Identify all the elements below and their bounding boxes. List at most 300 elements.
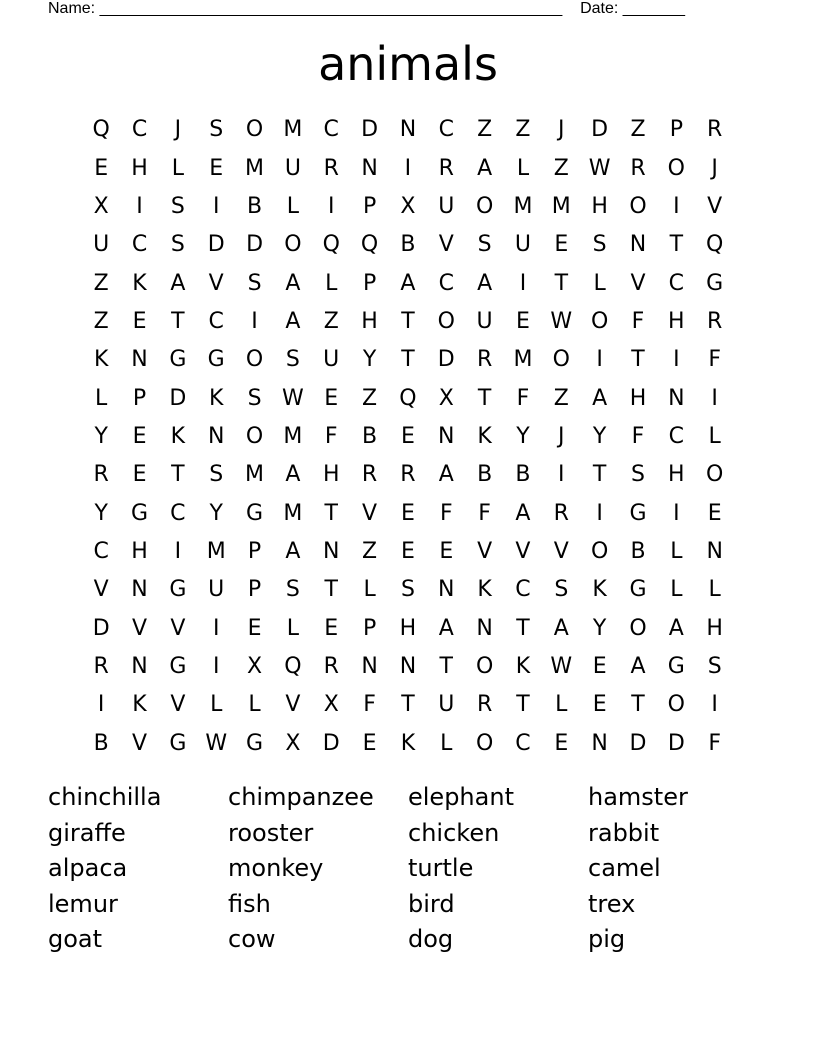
grid-letter[interactable]: D [169,385,187,411]
grid-letter[interactable]: F [708,730,721,756]
date-field[interactable]: Date: _______ [580,0,686,17]
grid-letter[interactable]: E [94,155,109,181]
grid-letter[interactable]: S [592,232,607,258]
grid-letter[interactable]: Q [399,385,417,411]
grid-letter[interactable]: C [131,232,148,258]
grid-letter[interactable]: X [323,692,339,718]
grid-letter[interactable]: C [170,500,186,526]
grid-letter[interactable]: V [208,270,224,296]
grid-letter[interactable]: O [667,692,685,718]
grid-letter[interactable]: E [400,538,415,564]
grid-letter[interactable]: K [132,270,147,296]
grid-letter[interactable]: U [323,347,340,373]
grid-letter[interactable]: V [170,692,186,718]
grid-letter[interactable]: S [631,462,645,488]
grid-letter[interactable]: V [285,692,301,718]
grid-letter[interactable]: F [478,500,491,526]
grid-letter[interactable]: S [209,117,224,143]
grid-letter[interactable]: L [708,423,721,449]
grid-letter[interactable]: N [438,577,455,603]
grid-letter[interactable]: K [170,423,186,449]
grid-letter[interactable]: B [400,232,416,258]
grid-letter[interactable]: D [591,117,609,143]
grid-letter[interactable]: C [93,538,109,564]
grid-letter[interactable]: F [439,500,453,526]
grid-letter[interactable]: H [668,308,685,334]
grid-letter[interactable]: M [283,500,303,526]
grid-letter[interactable]: E [132,308,147,334]
grid-letter[interactable]: Y [94,423,108,449]
grid-letter[interactable]: S [170,232,185,258]
grid-letter[interactable]: S [285,347,300,373]
grid-letter[interactable]: K [132,692,147,718]
grid-letter[interactable]: O [552,347,570,373]
grid-letter[interactable]: R [93,462,109,488]
grid-letter[interactable]: V [93,577,109,603]
grid-letter[interactable]: S [477,232,492,258]
grid-letter[interactable]: K [93,347,109,373]
grid-letter[interactable]: Z [93,270,109,296]
grid-letter[interactable]: D [246,232,264,258]
grid-letter[interactable]: I [673,500,680,526]
grid-letter[interactable]: O [245,117,264,143]
grid-letter[interactable]: L [670,538,683,564]
grid-letter[interactable]: T [631,347,645,373]
grid-letter[interactable]: M [513,347,533,373]
grid-letter[interactable]: E [324,615,339,641]
grid-letter[interactable]: E [132,462,147,488]
grid-letter[interactable]: V [438,232,454,258]
grid-letter[interactable]: F [631,423,645,449]
grid-letter[interactable]: M [245,155,265,181]
grid-letter[interactable]: C [438,270,454,296]
word-list-item: dog [408,925,454,954]
grid-letter[interactable]: T [171,462,185,488]
grid-letter[interactable]: Z [477,117,493,143]
grid-letter[interactable]: R [361,462,378,488]
grid-letter[interactable]: N [438,423,455,449]
grid-letter[interactable]: U [284,155,301,181]
grid-letter[interactable]: P [669,117,683,143]
grid-letter[interactable]: T [324,577,338,603]
grid-letter[interactable]: A [285,308,301,334]
grid-letter[interactable]: O [629,615,647,641]
grid-letter[interactable]: Y [362,347,377,373]
grid-letter[interactable]: O [706,462,724,488]
grid-letter[interactable]: H [591,193,608,219]
grid-letter[interactable]: M [513,193,533,219]
grid-letter[interactable]: D [629,730,647,756]
grid-letter[interactable]: Q [284,653,302,679]
grid-letter[interactable]: L [95,385,108,411]
grid-letter[interactable]: F [363,692,376,718]
grid-letter[interactable]: V [630,270,646,296]
grid-letter[interactable]: C [323,117,339,143]
grid-letter[interactable]: A [553,615,569,641]
grid-letter[interactable]: R [707,308,723,334]
grid-letter[interactable]: T [631,692,645,718]
grid-letter[interactable]: T [669,232,684,258]
grid-letter[interactable]: W [588,155,611,181]
grid-letter[interactable]: R [476,347,493,373]
grid-letter[interactable]: N [706,538,723,564]
grid-letter[interactable]: S [707,653,722,679]
grid-letter[interactable]: W [282,385,304,411]
grid-letter[interactable]: N [476,615,493,641]
grid-letter[interactable]: L [708,577,721,603]
page-title: animals [318,37,498,91]
grid-letter[interactable]: I [596,347,603,373]
grid-letter[interactable]: J [558,423,565,449]
grid-letter[interactable]: M [283,117,303,143]
grid-letter[interactable]: A [515,500,531,526]
grid-letter[interactable]: H [706,615,723,641]
grid-letter[interactable]: C [668,423,685,449]
grid-letter[interactable]: A [630,653,646,679]
grid-letter[interactable]: G [629,500,647,526]
grid-letter[interactable]: N [668,385,685,411]
grid-letter[interactable]: W [205,730,228,756]
grid-letter[interactable]: I [136,193,143,219]
grid-letter[interactable]: L [286,193,300,219]
grid-letter[interactable]: C [438,117,454,143]
grid-letter[interactable]: L [325,270,338,296]
grid-letter[interactable]: A [400,270,416,296]
grid-letter[interactable]: O [475,653,494,679]
grid-letter[interactable]: R [93,653,109,679]
grid-letter[interactable]: L [210,692,223,718]
grid-letter[interactable]: N [399,653,417,679]
grid-letter[interactable]: U [476,308,493,334]
grid-letter[interactable]: H [668,462,685,488]
grid-letter[interactable]: O [284,232,302,258]
grid-letter[interactable]: O [437,308,455,334]
grid-letter[interactable]: E [400,423,415,449]
grid-letter[interactable]: S [247,385,262,411]
grid-letter[interactable]: H [131,538,148,564]
grid-letter[interactable]: P [362,615,377,641]
grid-letter[interactable]: I [174,538,182,564]
grid-letter[interactable]: B [93,730,109,756]
grid-letter[interactable]: R [438,155,454,181]
grid-letter[interactable]: N [207,423,225,449]
grid-letter[interactable]: D [322,730,340,756]
grid-letter[interactable]: Z [362,385,378,411]
grid-letter[interactable]: I [212,653,220,679]
grid-letter[interactable]: V [477,538,493,564]
grid-row [82,648,734,686]
grid-letter[interactable]: G [667,653,685,679]
grid-letter[interactable]: A [285,538,301,564]
grid-letter[interactable]: A [438,462,454,488]
grid-letter[interactable]: R [323,155,339,181]
grid-letter[interactable]: Z [362,538,378,564]
grid-letter[interactable]: G [169,653,187,679]
grid-letter[interactable]: I [327,193,335,219]
grid-letter[interactable]: K [400,730,416,756]
grid-letter[interactable]: D [361,117,379,143]
grid-letter[interactable]: D [667,730,685,756]
grid-letter[interactable]: B [477,462,493,488]
grid-letter[interactable]: F [631,308,645,334]
word-list-item: trex [588,889,636,918]
grid-letter[interactable]: H [361,308,378,334]
grid-letter[interactable]: H [399,615,417,641]
grid-row [82,149,734,187]
grid-letter[interactable]: C [668,270,685,296]
grid-letter[interactable]: R [707,117,723,143]
grid-letter[interactable]: P [362,193,377,219]
grid-letter[interactable]: E [324,385,339,411]
grid-letter[interactable]: S [209,462,224,488]
grid-letter[interactable]: R [630,155,646,181]
grid-letter[interactable]: C [131,117,148,143]
grid-letter[interactable]: V [553,538,569,564]
grid-letter[interactable]: S [554,577,569,603]
grid-letter[interactable]: C [515,577,531,603]
grid-letter[interactable]: G [706,270,724,296]
grid-letter[interactable]: T [324,500,338,526]
grid-letter[interactable]: L [440,730,453,756]
grid-letter[interactable]: A [477,155,493,181]
grid-letter[interactable]: Y [516,423,530,449]
grid-letter[interactable]: I [673,193,680,219]
grid-letter[interactable]: Q [322,232,340,258]
grid-letter[interactable]: G [169,347,187,373]
grid-letter[interactable]: T [401,692,415,718]
grid-letter[interactable]: A [668,615,684,641]
grid-letter[interactable]: J [558,117,565,143]
grid-letter[interactable]: M [245,462,265,488]
grid-letter[interactable]: N [131,577,148,603]
grid-letter[interactable]: F [516,385,530,411]
grid-letter[interactable]: T [554,270,569,296]
grid-letter[interactable]: U [438,193,455,219]
grid-letter[interactable]: T [516,615,530,641]
grid-letter[interactable]: N [131,347,148,373]
grid-letter[interactable]: G [246,730,264,756]
grid-letter[interactable]: S [285,577,300,603]
grid-letter[interactable]: S [400,577,415,603]
grid-letter[interactable]: P [132,385,147,411]
grid-letter[interactable]: Z [553,385,569,411]
grid-letter[interactable]: T [592,462,607,488]
word-list-item: rabbit [588,818,660,847]
grid-letter[interactable]: Q [360,232,379,258]
grid-letter[interactable]: K [477,423,492,449]
grid-letter[interactable]: I [596,500,603,526]
grid-letter[interactable]: N [361,653,378,679]
grid-letter[interactable]: T [439,653,453,679]
grid-letter[interactable]: R [553,500,569,526]
word-list-item: bird [408,889,455,918]
grid-letter[interactable]: F [324,423,338,449]
grid-letter[interactable]: Y [94,500,108,526]
grid-letter[interactable]: R [400,462,416,488]
grid-letter[interactable]: S [170,193,185,219]
grid-letter[interactable]: X [438,385,454,411]
grid-letter[interactable]: I [212,193,220,219]
grid-letter[interactable]: J [711,155,718,181]
grid-letter[interactable]: I [558,462,565,488]
grid-letter[interactable]: G [246,500,264,526]
grid-letter[interactable]: N [131,653,148,679]
grid-letter[interactable]: G [629,577,647,603]
grid-letter[interactable]: G [130,500,149,526]
grid-letter[interactable]: V [170,615,186,641]
grid-letter[interactable]: U [93,232,110,258]
grid-letter[interactable]: I [519,270,527,296]
grid-letter[interactable]: B [362,423,378,449]
grid-letter[interactable]: L [248,692,261,718]
grid-letter[interactable]: I [404,155,412,181]
grid-letter[interactable]: E [362,730,377,756]
grid-letter[interactable]: T [171,308,185,334]
grid-letter[interactable]: A [285,270,301,296]
grid-letter[interactable]: P [247,538,262,564]
grid-letter[interactable]: E [554,232,569,258]
grid-letter[interactable]: X [247,653,263,679]
grid-letter[interactable]: M [283,423,303,449]
grid-letter[interactable]: L [286,615,300,641]
grid-letter[interactable]: A [170,270,186,296]
grid-letter[interactable]: O [475,193,494,219]
grid-letter[interactable]: S [247,270,262,296]
grid-letter[interactable]: U [208,577,225,603]
grid-letter[interactable]: N [629,232,647,258]
grid-letter[interactable]: O [629,193,647,219]
grid-letter[interactable]: O [245,423,264,449]
grid-letter[interactable]: U [514,232,531,258]
grid-letter[interactable]: T [477,385,492,411]
grid-letter[interactable]: Y [209,500,223,526]
grid-letter[interactable]: O [245,347,264,373]
grid-letter[interactable]: V [362,500,378,526]
grid-letter[interactable]: Z [515,117,531,143]
grid-letter[interactable]: K [515,653,531,679]
grid-letter[interactable]: H [322,462,340,488]
grid-letter[interactable]: C [515,730,531,756]
grid-letter[interactable]: X [400,193,416,219]
grid-letter[interactable]: L [363,577,376,603]
grid-letter[interactable]: Y [592,423,607,449]
grid-letter[interactable]: I [212,615,220,641]
grid-letter[interactable]: T [516,692,530,718]
grid-letter[interactable]: V [515,538,531,564]
grid-letter[interactable]: E [554,730,569,756]
grid-letter[interactable]: L [555,692,568,718]
grid-letter[interactable]: B [247,193,263,219]
grid-letter[interactable]: N [399,117,417,143]
grid-letter[interactable]: N [591,730,608,756]
grid-letter[interactable]: V [131,615,148,641]
grid-letter[interactable]: L [171,155,184,181]
grid-letter[interactable]: G [207,347,225,373]
grid-letter[interactable]: E [516,308,530,334]
grid-letter[interactable]: D [437,347,455,373]
grid-letter[interactable]: A [477,270,493,296]
grid-letter[interactable]: J [174,117,182,143]
grid-letter[interactable]: K [592,577,607,603]
grid-letter[interactable]: H [131,155,148,181]
grid-letter[interactable]: L [516,155,530,181]
grid-letter[interactable]: E [439,538,454,564]
grid-letter[interactable]: Q [92,117,110,143]
grid-letter[interactable]: O [667,155,685,181]
word-list-item: turtle [408,854,474,883]
grid-letter[interactable]: Z [93,308,109,334]
grid-letter[interactable]: B [515,462,531,488]
grid-letter[interactable]: R [476,692,493,718]
grid-letter[interactable]: Q [706,232,724,258]
grid-letter[interactable]: T [401,308,415,334]
grid-letter[interactable]: F [708,347,721,373]
grid-letter[interactable]: P [247,577,262,603]
grid-letter[interactable]: W [550,653,573,679]
grid-letter[interactable]: I [711,692,718,718]
grid-letter[interactable]: G [169,730,187,756]
grid-letter[interactable]: N [361,155,378,181]
grid-letter[interactable]: B [630,538,646,564]
grid-letter[interactable]: E [400,500,415,526]
grid-letter[interactable]: I [251,308,258,334]
grid-letter[interactable]: O [590,308,609,334]
grid-letter[interactable]: Z [553,155,569,181]
grid-letter[interactable]: M [206,538,226,564]
grid-letter[interactable]: M [551,193,571,219]
grid-letter[interactable]: H [629,385,647,411]
grid-letter[interactable]: X [285,730,301,756]
grid-letter[interactable]: A [438,615,454,641]
grid-letter[interactable]: A [285,462,301,488]
grid-letter[interactable]: W [550,308,573,334]
grid-letter[interactable]: Z [630,117,646,143]
grid-letter[interactable]: E [707,500,722,526]
grid-letter[interactable]: I [97,692,105,718]
grid-letter[interactable]: N [323,538,340,564]
grid-letter[interactable]: K [477,577,492,603]
grid-letter[interactable]: O [475,730,494,756]
grid-letter[interactable]: L [670,577,683,603]
grid-letter[interactable]: X [93,193,109,219]
grid-letter[interactable]: V [707,193,723,219]
grid-letter[interactable]: D [207,232,225,258]
grid-letter[interactable]: E [209,155,224,181]
grid-letter[interactable]: P [362,270,377,296]
grid-letter[interactable]: D [92,615,110,641]
grid-letter[interactable]: Z [323,308,339,334]
grid-letter[interactable]: V [131,730,148,756]
grid-row [82,303,734,341]
grid-letter[interactable]: T [401,347,415,373]
grid-letter[interactable]: R [323,653,339,679]
grid-letter[interactable]: E [247,615,262,641]
grid-letter[interactable]: E [132,423,147,449]
grid-letter[interactable]: I [673,347,680,373]
grid-letter[interactable]: L [593,270,606,296]
grid-letter[interactable]: E [592,692,607,718]
grid-letter[interactable]: U [438,692,455,718]
grid-letter[interactable]: O [590,538,609,564]
name-field[interactable]: Name: ____________________________________________________ [48,0,563,17]
grid-letter[interactable]: Y [592,615,607,641]
grid-letter[interactable]: E [592,653,607,679]
grid-letter[interactable]: G [169,577,187,603]
grid-letter[interactable]: C [208,308,224,334]
grid-letter[interactable]: I [711,385,718,411]
grid-letter[interactable]: K [208,385,224,411]
grid-letter[interactable]: A [592,385,608,411]
